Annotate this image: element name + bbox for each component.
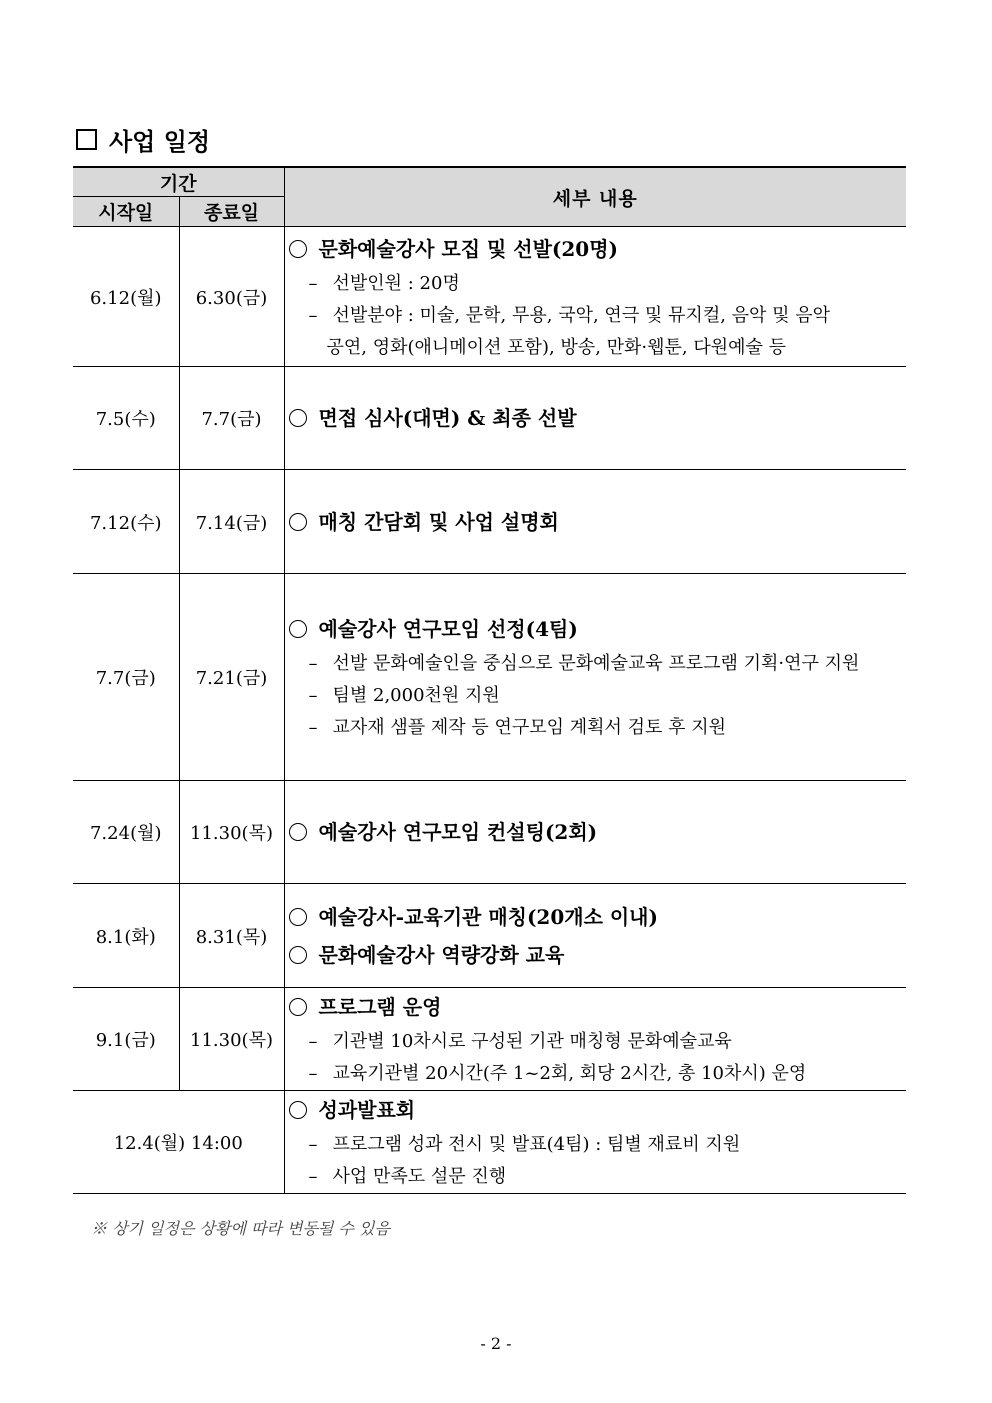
end-date: 7.21(금)	[179, 574, 284, 781]
circle-bullet-icon	[289, 823, 307, 841]
detail-cell	[284, 574, 906, 781]
detail-item: 예술강사 연구모임 컨설팅(2회)	[289, 813, 907, 851]
detail-item: 예술강사-교육기관 매칭(20개소 이내)	[289, 898, 907, 936]
start-date: 6.12(월)	[73, 227, 179, 367]
detail-item: 문화예술강사 모집 및 선발(20명)	[289, 230, 907, 268]
end-date: 11.30(목)	[179, 781, 284, 884]
table-row	[73, 574, 906, 781]
circle-bullet-icon	[289, 1101, 307, 1119]
table-row	[73, 1091, 906, 1194]
header-detail: 세부 내용	[284, 167, 906, 227]
detail-sub-continued: 공연, 영화(애니메이션 포함), 방송, 만화·웹툰, 다원예술 등	[326, 336, 787, 358]
detail-item: 면접 심사(대면) & 최종 선발	[289, 399, 907, 437]
end-date: 8.31(목)	[179, 884, 284, 988]
end-date: 7.7(금)	[179, 367, 284, 470]
schedule-note: ※ 상기 일정은 상황에 따라 변동될 수 있음	[91, 1219, 390, 1238]
start-date: 7.5(수)	[73, 367, 179, 470]
table-row	[73, 988, 906, 1091]
circle-bullet-icon	[289, 998, 307, 1016]
detail-item: 성과발표회	[289, 1091, 907, 1129]
detail-cell	[284, 227, 906, 367]
schedule-table	[73, 166, 906, 1194]
detail-sub: – 프로그램 성과 전시 및 발표(4팀) : 팀별 재료비 지원	[308, 1134, 741, 1155]
header-end: 종료일	[179, 197, 284, 227]
end-date: 7.14(금)	[179, 470, 284, 574]
detail-sub: – 기관별 10차시로 구성된 기관 매칭형 문화예술교육	[308, 1031, 732, 1052]
detail-cell	[284, 884, 906, 988]
start-date: 7.12(수)	[73, 470, 179, 574]
checkbox-square-icon	[76, 129, 97, 150]
start-date: 7.24(월)	[73, 781, 179, 884]
detail-cell	[284, 781, 906, 884]
detail-sub: – 선발 문화예술인을 중심으로 문화예술교육 프로그램 기획·연구 지원	[308, 653, 860, 674]
detail-sub: – 교자재 샘플 제작 등 연구모임 계획서 검토 후 지원	[308, 717, 727, 738]
start-date: 9.1(금)	[73, 988, 179, 1091]
header-period: 기간	[73, 167, 284, 197]
circle-bullet-icon	[289, 409, 307, 427]
detail-item: 문화예술강사 역량강화 교육	[289, 936, 907, 974]
detail-cell	[284, 988, 906, 1091]
detail-sub: – 팀별 2,000천원 지원	[308, 685, 500, 706]
table-row	[73, 367, 906, 470]
detail-item: 프로그램 운영	[289, 988, 907, 1026]
end-date: 11.30(목)	[179, 988, 284, 1091]
circle-bullet-icon	[289, 513, 307, 531]
circle-bullet-icon	[289, 240, 307, 258]
table-row	[73, 781, 906, 884]
table-row	[73, 470, 906, 574]
detail-sub: – 사업 만족도 설문 진행	[308, 1166, 507, 1187]
detail-cell	[284, 367, 906, 470]
detail-cell	[284, 1091, 906, 1194]
detail-item: 매칭 간담회 및 사업 설명회	[289, 503, 907, 541]
start-date: 8.1(화)	[73, 884, 179, 988]
end-date: 6.30(금)	[179, 227, 284, 367]
table-row	[73, 884, 906, 988]
table-row	[73, 227, 906, 367]
detail-cell	[284, 470, 906, 574]
start-date: 7.7(금)	[73, 574, 179, 781]
detail-item: 예술강사 연구모임 선정(4팀)	[289, 610, 907, 648]
header-start: 시작일	[73, 197, 179, 227]
detail-sub: – 선발인원 : 20명	[308, 272, 460, 294]
detail-sub: – 선발분야 : 미술, 문학, 무용, 국악, 연극 및 뮤지컬, 음악 및 음악	[308, 304, 831, 326]
page-number: - 2 -	[480, 1334, 512, 1353]
heading-text: 사업 일정	[109, 127, 211, 156]
section-heading	[76, 122, 210, 157]
circle-bullet-icon	[289, 946, 307, 964]
detail-sub: – 교육기관별 20시간(주 1~2회, 회당 2시간, 총 10차시) 운영	[308, 1063, 807, 1084]
circle-bullet-icon	[289, 620, 307, 638]
circle-bullet-icon	[289, 908, 307, 926]
event-datetime: 12.4(월) 14:00	[73, 1091, 284, 1194]
